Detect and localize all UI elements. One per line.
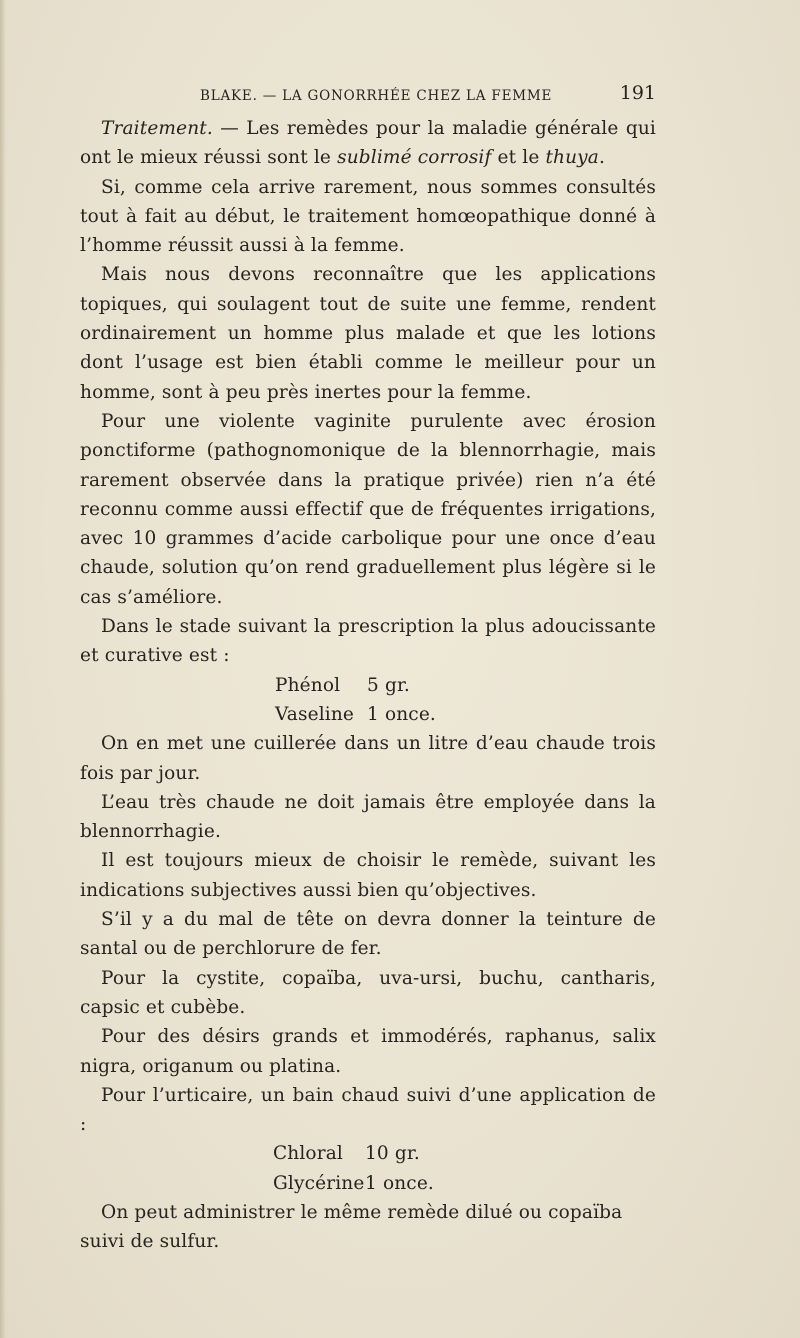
drug-dose: 10 gr.	[365, 1143, 420, 1165]
section-label: Traitement.	[101, 118, 213, 139]
body-text	[80, 114, 656, 1257]
paragraph: Pour l’urticaire, un bain chaud suivi d’une application de :	[80, 1084, 656, 1136]
emphasis-thuya: thuya	[545, 147, 599, 169]
paragraph: S’il y a du mal de tête on devra donner la teinture de santal ou de perchlorure de fer.	[80, 909, 656, 960]
paragraph: L’eau très chaude ne doit jamais être employée dans la blennorrhagie.	[80, 791, 656, 843]
drug-name: Phénol	[275, 674, 341, 696]
drug-name: Glycérine	[273, 1172, 365, 1194]
drug-dose: 5 gr.	[367, 674, 410, 696]
drug-name: Vaseline	[275, 703, 355, 725]
paragraph: Dans le stade suivant la prescription la plus adoucissante et curative est :	[80, 616, 656, 667]
paragraph-text: — Les remèdes pour la maladie générale qui ont le mieux réussi sont le	[80, 118, 656, 169]
drug-dose: 1 once.	[365, 1172, 434, 1194]
paragraph: On en met une cuillerée dans un litre d’eau chaude trois fois par jour.	[80, 733, 656, 784]
paragraph: Il est toujours mieux de choisir le remède, suivant les indications subjectives aussi bien qu’objectives.	[80, 850, 656, 901]
emphasis-sublime: sublimé corrosif	[337, 147, 492, 169]
page-header	[80, 82, 656, 112]
drug-name: Chloral	[273, 1143, 343, 1165]
paragraph: Pour une violente vaginite purulente avec érosion ponctiforme (pathognomonique de la blennorrhagie, mais rarement observée dans la pratique privée) rien n’a été reconnu comme aussi effectif que de fréquentes irrigations, avec 10 grammes d’acide carbolique pour une once d’eau chaude, solution qu’on rend graduellement plus légère si le cas s’améliore.	[80, 410, 656, 608]
prescription-line	[80, 1169, 656, 1198]
prescription-line	[80, 1139, 656, 1168]
page-edge-shadow	[0, 0, 6, 1338]
prescription-line	[80, 700, 656, 729]
running-title: BLAKE. — LA GONORRHÉE CHEZ LA FEMME	[200, 88, 553, 104]
paragraph-text: et le	[491, 147, 546, 169]
paragraph: Pour la cystite, copaïba, uva-ursi, buchu, cantharis, capsic et cubèbe.	[80, 967, 656, 1018]
paragraph: Pour des désirs grands et immodérés, raphanus, salix nigra, origanum ou platina.	[80, 1026, 656, 1077]
paragraph-final: On peut administrer le même remède dilué ou copaïba suivi de sulfur.	[80, 1201, 623, 1253]
paragraph-text: .	[598, 147, 605, 169]
paragraph-traitement	[80, 114, 656, 173]
paragraph: Mais nous devons reconnaître que les applications topiques, qui soulagent tout de suite une femme, rendent ordinairement un homme plus malade et que les lotions dont l’usage est bien établi comme le meilleur pour un homme, sont à peu près inertes pour la femme.	[80, 264, 656, 403]
page-number: 191	[619, 82, 656, 104]
prescription-line	[80, 671, 656, 700]
drug-dose: 1 once.	[367, 703, 436, 725]
paragraph: Si, comme cela arrive rarement, nous sommes consultés tout à fait au début, le traitement homœopathique donné à l’homme réussit aussi à la femme.	[80, 176, 656, 257]
